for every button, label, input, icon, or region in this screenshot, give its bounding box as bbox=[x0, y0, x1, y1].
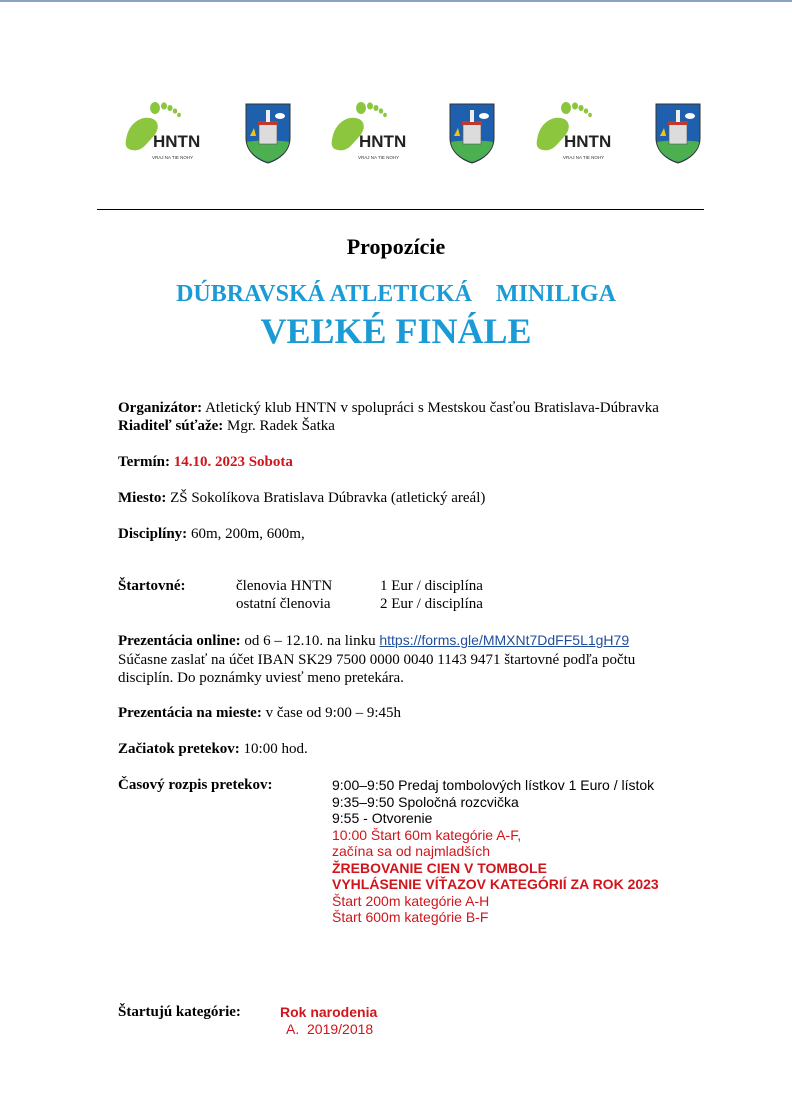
hntn-logo bbox=[328, 96, 426, 162]
hntn-logo bbox=[122, 96, 220, 162]
registration-link[interactable]: https://forms.gle/MMXNt7DdFF5L1gH79 bbox=[379, 632, 630, 648]
start-time-line bbox=[118, 741, 308, 758]
date-line bbox=[118, 454, 293, 471]
hntn-logo bbox=[533, 96, 631, 162]
online-value: od 6 – 12.10. na linku bbox=[244, 633, 376, 649]
svg-text:VRAJ NA TIE NOHY: VRAJ NA TIE NOHY bbox=[563, 155, 605, 160]
place-line bbox=[118, 490, 485, 507]
date-label: Termín: bbox=[118, 454, 170, 470]
schedule-item: 9:55 - Otvorenie bbox=[332, 810, 433, 826]
event-subtitle: DÚBRAVSKÁ ATLETICKÁ MINILIGA bbox=[176, 281, 616, 307]
onsite-label: Prezentácia na mieste: bbox=[118, 705, 262, 721]
organizer-value: Atletický klub HNTN v spolupráci s Mestskou časťou Bratislava-Dúbravka bbox=[205, 400, 659, 416]
svg-text:VRAJ NA TIE NOHY: VRAJ NA TIE NOHY bbox=[152, 155, 194, 160]
disciplines-line bbox=[118, 526, 305, 543]
municipal-crest-icon bbox=[244, 102, 292, 164]
place-label: Miesto: bbox=[118, 490, 167, 506]
schedule-item: VYHLÁSENIE VÍŤAZOV KATEGÓRIÍ ZA ROK 2023 bbox=[332, 876, 659, 892]
birth-year-header: Rok narodenia bbox=[280, 1004, 378, 1020]
schedule-label: Časový rozpis pretekov: bbox=[118, 777, 273, 793]
online-label: Prezentácia online: bbox=[118, 633, 241, 649]
schedule-list bbox=[332, 777, 659, 926]
onsite-registration-line bbox=[118, 705, 401, 722]
schedule-item: 9:00–9:50 Predaj tombolových lístkov 1 Euro / lístok bbox=[332, 777, 655, 793]
organizer-line bbox=[118, 400, 659, 417]
schedule-item: 9:35–9:50 Spoločná rozcvička bbox=[332, 793, 519, 810]
municipal-crest-icon bbox=[448, 102, 496, 164]
top-border bbox=[0, 0, 792, 2]
schedule-item: Štart 600m kategórie B-F bbox=[332, 909, 489, 925]
event-main-title: VEĽKÉ FINÁLE bbox=[260, 311, 532, 351]
disciplines-label: Disciplíny: bbox=[118, 526, 188, 542]
category-row: A. 2019/2018 bbox=[286, 1021, 374, 1037]
schedule-item: začína sa od najmladších bbox=[332, 843, 490, 859]
date-value: 14.10. 2023 Sobota bbox=[173, 454, 293, 470]
online-registration-line bbox=[118, 632, 629, 650]
director-value: Mgr. Radek Šatka bbox=[227, 418, 335, 434]
fee-group: ostatní členovia bbox=[236, 596, 331, 612]
svg-text:HNTN: HNTN bbox=[153, 132, 201, 151]
onsite-value: v čase od 9:00 – 9:45h bbox=[265, 705, 401, 721]
municipal-crest-icon bbox=[654, 102, 702, 164]
svg-text:VRAJ NA TIE NOHY: VRAJ NA TIE NOHY bbox=[358, 155, 400, 160]
place-value: ZŠ Sokolíkova Bratislava Dúbravka (atletický areál) bbox=[170, 490, 486, 506]
fee-price: 1 Eur / disciplína bbox=[380, 578, 483, 594]
payment-line-1: Súčasne zaslať na účet IBAN SK29 7500 0000 0040 1143 9471 štartovné podľa počtu bbox=[118, 652, 636, 668]
disciplines-value: 60m, 200m, 600m, bbox=[190, 526, 305, 542]
start-label: Začiatok pretekov: bbox=[118, 741, 240, 757]
horizontal-divider bbox=[97, 209, 704, 210]
director-label: Riaditeľ súťaže: bbox=[118, 418, 224, 434]
fee-price: 2 Eur / disciplína bbox=[380, 596, 483, 612]
organizer-label: Organizátor: bbox=[118, 400, 203, 416]
schedule-item: Štart 200m kategórie A-H bbox=[332, 892, 490, 909]
payment-line-2: disciplín. Do poznámky uviesť meno pretekára. bbox=[118, 670, 404, 686]
fee-label: Štartovné: bbox=[118, 578, 186, 594]
svg-text:HNTN: HNTN bbox=[359, 132, 407, 151]
schedule-item: 10:00 Štart 60m kategórie A-F, bbox=[332, 826, 522, 843]
svg-text:HNTN: HNTN bbox=[564, 132, 612, 151]
fee-group: členovia HNTN bbox=[236, 578, 333, 594]
start-value: 10:00 hod. bbox=[243, 741, 308, 757]
schedule-item: ŽREBOVANIE CIEN V TOMBOLE bbox=[332, 859, 547, 876]
director-line bbox=[118, 418, 335, 435]
page-title: Propozície bbox=[346, 234, 446, 259]
categories-label: Štartujú kategórie: bbox=[118, 1004, 241, 1020]
